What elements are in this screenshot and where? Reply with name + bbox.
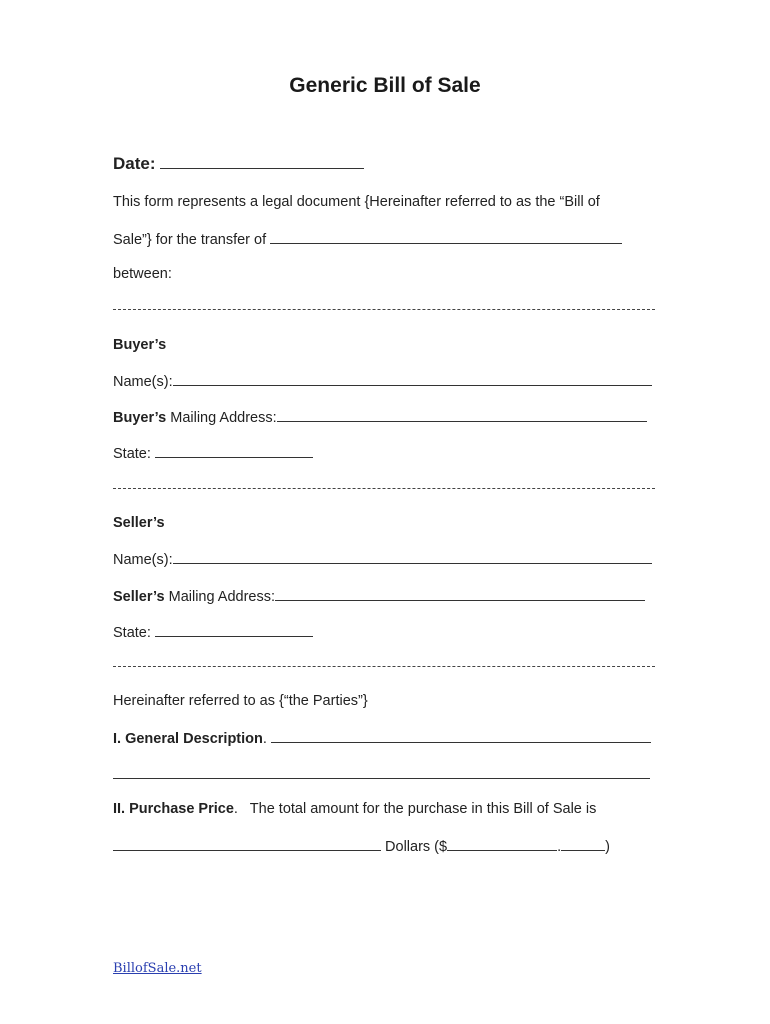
purchase-price-row: II. Purchase Price. The total amount for the purchase in this Bill of Sale is <box>113 801 597 817</box>
general-description-row: I. General Description. <box>113 728 651 746</box>
general-description-field-2[interactable] <box>113 764 650 779</box>
purchase-amount-row: Dollars ($ . ) <box>113 836 610 854</box>
seller-name-row <box>113 549 652 567</box>
general-description-label: I. General Description <box>113 731 263 747</box>
buyer-address-label: Mailing Address: <box>170 410 277 426</box>
general-description-continued <box>113 764 650 782</box>
seller-name-field[interactable] <box>173 549 652 564</box>
buyer-state-field[interactable] <box>155 443 313 458</box>
amount-words-field[interactable] <box>113 836 381 851</box>
document-title: Generic Bill of Sale <box>289 74 481 97</box>
seller-state-field[interactable] <box>155 622 313 637</box>
general-description-field[interactable] <box>271 728 651 743</box>
amount-dollars-field[interactable] <box>447 836 557 851</box>
seller-name-label: Name(s): <box>113 552 173 568</box>
date-field[interactable] <box>160 154 364 169</box>
date-row: Date: <box>113 154 364 172</box>
seller-address-label: Mailing Address: <box>168 589 276 605</box>
buyer-heading: Buyer’s <box>113 337 167 353</box>
section-divider <box>113 309 655 310</box>
seller-state-row <box>113 622 313 640</box>
intro-line-2 <box>113 229 622 247</box>
intro-line-3: between: <box>113 266 172 282</box>
buyer-address-field[interactable] <box>277 407 647 422</box>
buyer-address-row <box>113 407 647 425</box>
section-divider <box>113 666 655 667</box>
parties-text: Hereinafter referred to as {“the Parties”} <box>113 693 368 709</box>
seller-heading: Seller’s <box>113 515 165 531</box>
buyer-name-row <box>113 371 652 389</box>
purchase-price-label: II. Purchase Price <box>113 801 234 817</box>
section-divider <box>113 488 655 489</box>
buyer-state-label: State: <box>113 446 151 462</box>
dollars-label: Dollars ($ <box>385 839 448 855</box>
buyer-address-bold: Buyer’s <box>113 410 167 426</box>
buyer-state-row <box>113 443 313 461</box>
footer-link[interactable]: BillofSale.net <box>113 961 202 976</box>
intro-line-1: This form represents a legal document {Hereinafter referred to as the “Bill of <box>113 194 600 210</box>
amount-cents-field[interactable] <box>561 836 605 851</box>
seller-address-row <box>113 586 645 604</box>
buyer-name-label: Name(s): <box>113 374 173 390</box>
purchase-price-text: The total amount for the purchase in this Bill of Sale is <box>249 801 597 817</box>
seller-address-bold: Seller’s <box>113 589 165 605</box>
intro-transfer-label: Sale”} for the transfer of <box>113 232 267 248</box>
date-label: Date <box>113 154 150 173</box>
buyer-name-field[interactable] <box>173 371 652 386</box>
seller-address-field[interactable] <box>275 586 645 601</box>
transfer-item-field[interactable] <box>270 229 622 244</box>
seller-state-label: State: <box>113 625 151 641</box>
